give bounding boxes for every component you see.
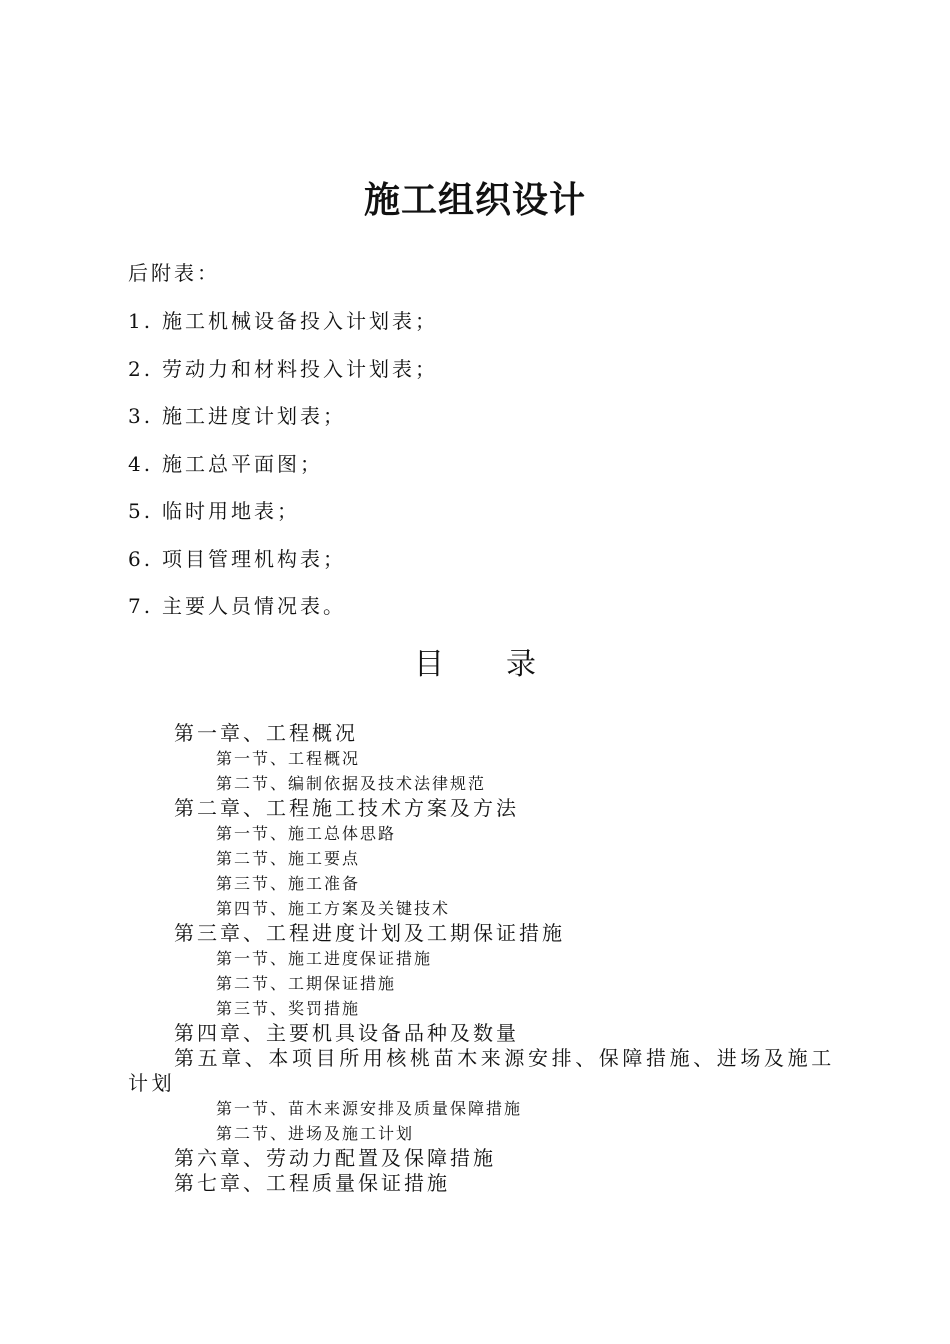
- appendix-item-number: 2.: [128, 356, 154, 381]
- appendix-item-text: 施工总平面图；: [162, 451, 323, 476]
- appendix-list: [128, 307, 438, 640]
- appendix-item-text: 临时用地表；: [162, 499, 300, 523]
- appendix-item: [128, 355, 438, 403]
- toc-section: 第一节、施工进度保证措施: [216, 949, 433, 968]
- appendix-item-text: 劳动力和材料投入计划表；: [162, 356, 438, 381]
- appendix-item-number: 7.: [128, 594, 154, 618]
- toc-chapter: 第三章、工程进度计划及工期保证措施: [174, 921, 565, 945]
- appendix-item: [128, 497, 438, 545]
- appendix-item-number: 4.: [128, 451, 154, 476]
- toc-title: [0, 645, 950, 685]
- appendix-item-text: 项目管理机构表；: [162, 546, 346, 571]
- appendix-item-text: 施工进度计划表；: [162, 404, 346, 428]
- toc-section: 第二节、工期保证措施: [216, 974, 397, 993]
- appendix-item: [128, 545, 438, 593]
- appendix-item: [128, 450, 438, 498]
- toc-section: 第二节、编制依据及技术法律规范: [216, 774, 487, 793]
- toc-chapter: 第二章、工程施工技术方案及方法: [174, 796, 519, 820]
- toc-section: 第二节、施工要点: [216, 849, 361, 868]
- toc-title-right: 录: [506, 647, 536, 682]
- appendix-item-number: 1.: [128, 309, 154, 333]
- toc-section: 第一节、施工总体思路: [216, 824, 397, 843]
- toc-title-left: 目: [414, 647, 444, 682]
- toc-chapter: 第七章、工程质量保证措施: [174, 1171, 450, 1195]
- appendix-item: [128, 592, 438, 640]
- toc-section: 第三节、奖罚措施: [216, 999, 361, 1018]
- table-of-contents: [128, 721, 838, 1196]
- appendix-item: [128, 402, 438, 450]
- toc-chapter: 第一章、工程概况: [174, 721, 358, 745]
- appendix-label: 后附表：: [128, 261, 220, 285]
- appendix-item-text: 施工机械设备投入计划表；: [162, 309, 438, 333]
- appendix-item-number: 3.: [128, 404, 154, 428]
- appendix-item-text: 主要人员情况表。: [162, 594, 346, 618]
- toc-section: 第四节、施工方案及关键技术: [216, 899, 451, 918]
- toc-section: 第一节、工程概况: [216, 749, 361, 768]
- toc-chapter: 第六章、劳动力配置及保障措施: [174, 1146, 496, 1170]
- toc-section: 第三节、施工准备: [216, 874, 361, 893]
- appendix-item: [128, 307, 438, 355]
- appendix-item-number: 5.: [128, 499, 154, 523]
- appendix-item-number: 6.: [128, 546, 154, 571]
- toc-section: 第一节、苗木来源安排及质量保障措施: [216, 1099, 523, 1118]
- toc-chapter: 第四章、主要机具设备品种及数量: [174, 1021, 519, 1045]
- document-title: 施工组织设计: [363, 180, 586, 221]
- toc-section: 第二节、进场及施工计划: [216, 1124, 415, 1143]
- toc-chapter: 第五章、本项目所用核桃苗木来源安排、保障措施、进场及施工计划: [128, 1046, 835, 1095]
